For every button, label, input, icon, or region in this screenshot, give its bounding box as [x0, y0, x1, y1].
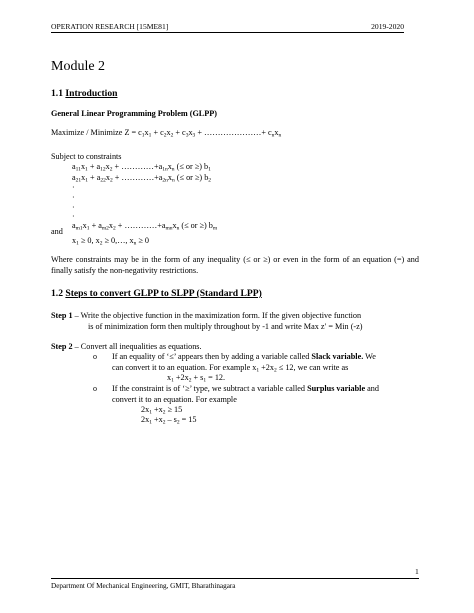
bullet-1-line-1: If an equality of ‘≤’ appears then by adding a variable called Slack variable. We [112, 352, 376, 361]
step-label: Step 1 [51, 311, 73, 320]
subject-to-label: Subject to constraints [51, 152, 122, 161]
surplus-example-inequality: $2x_1 +x_2 \ge 15$ [141, 405, 183, 416]
page-footer: Department Of Mechanical Engineering, GMIT, Bharathinagara [51, 578, 419, 590]
bullet-icon: o [93, 352, 97, 361]
section-title: Steps to convert GLPP to SLPP (Standard LPP) [65, 288, 262, 299]
header-course: OPERATION RESEARCH [15ME81] [51, 22, 169, 31]
section-heading-steps [51, 288, 262, 299]
ellipsis-dot: · [72, 193, 75, 202]
constraint-row-1: $a_{11}x_1 + a_{12}x_2$ + $\dots\dots\dots\dots+a_{1n}x_n$ (≤ or ≥) $b_1$ [72, 162, 211, 173]
bullet-2-line-1: If the constraint is of ‘≥’ type, we subtract a variable called Surplus variable and [112, 384, 379, 393]
header-year: 2019-2020 [371, 22, 404, 31]
ellipsis-dot: · [72, 212, 75, 221]
section-heading-introduction [51, 88, 117, 99]
and-label: and [51, 227, 63, 236]
step-1-line-2: is of minimization form then multiply throughout by -1 and write Max z′ = Min (-z) [88, 322, 363, 331]
ellipsis-dot: · [72, 183, 75, 192]
surplus-example-equation: $2x_1 +x_2 - s_2 = 15$ [141, 415, 197, 426]
step-label: Step 2 [51, 342, 73, 351]
section-number: 1.2 [51, 288, 66, 299]
bullet-1-line-2: can convert it to an equation. For example $x_1 +2x_2 \le 12$, we can write as [112, 363, 349, 374]
non-negativity-constraint: $x_1 \ge 0$, $x_2$ ≥ 0,…, $x_n \ge 0$ [72, 236, 150, 247]
constraints-paragraph: Where constraints may be in the form of any inequality (≤ or ≥) or even in the form of an equation (=) and finally satisfy the non-negativity restrictions. [51, 255, 419, 275]
constraint-row-2: $a_{21}x_1 + a_{22}x_2$ + $\dots\dots\dots\dots+a_{2n}x_n$ (≤ or ≥) $b_2$ [72, 173, 212, 184]
bullet-1-equation: $x_1 +2x_2 + s_1 = 12$. [167, 373, 226, 384]
objective-function: Maximize / Minimize $Z = c_1x_1 + c_2x_2 + c_3x_3$ + …………………+ $c_nx_n$ [51, 128, 282, 139]
ellipsis-dot: · [72, 203, 75, 212]
page-number: 1 [415, 567, 419, 576]
bullet-icon: o [93, 384, 97, 393]
module-title: Module 2 [51, 59, 106, 74]
section-title: Introduction [65, 88, 118, 99]
step-1-line-1: Step 1 – Write the objective function in the maximization form. If the given objective function [51, 311, 362, 320]
step-2-line-1: Step 2 – Convert all inequalities as equations. [51, 342, 202, 351]
bullet-2-line-2: convert it to an equation. For example [112, 395, 237, 404]
glpp-heading: General Linear Programming Problem (GLPP) [51, 109, 217, 118]
page-header [51, 22, 404, 33]
section-number: 1.1 [51, 88, 66, 99]
constraint-row-m: $a_{m1}x_1 + a_{m2}x_2$ + $\dots\dots\dots\dots+a_{mn}x_n$ (≤ or ≥) $b_m$ [72, 221, 218, 232]
